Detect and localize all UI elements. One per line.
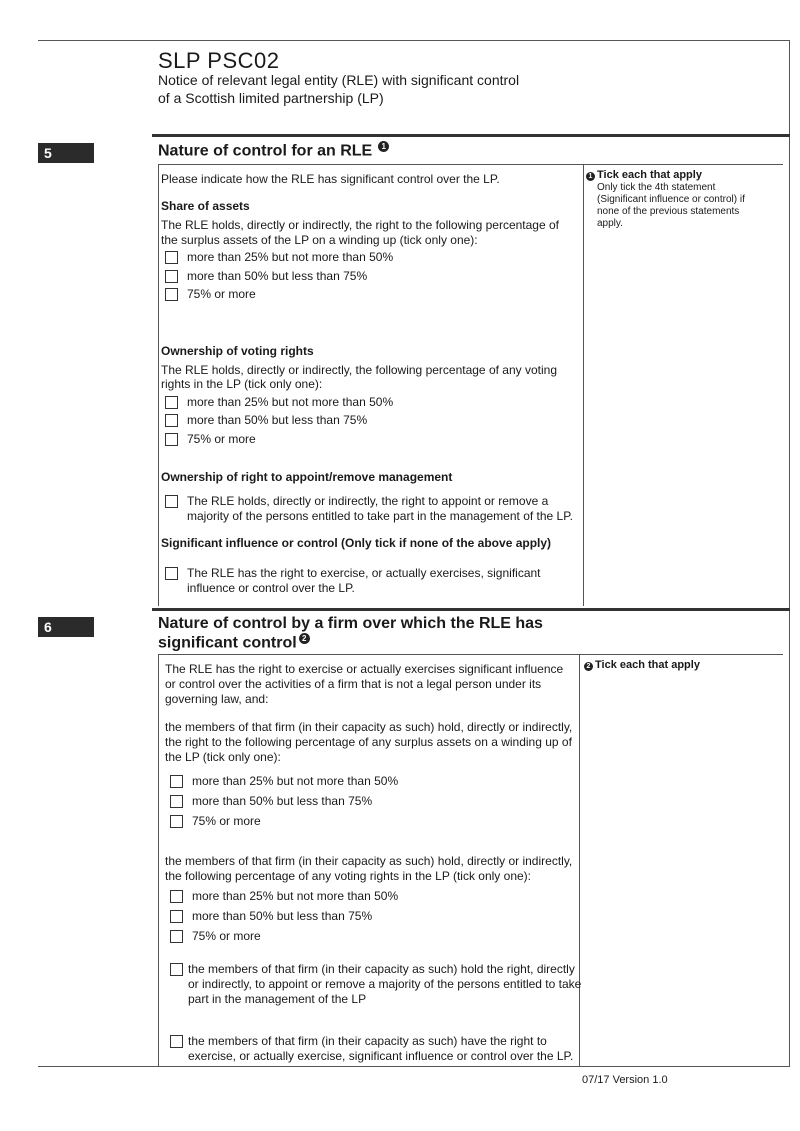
section5-note-rule <box>583 164 783 165</box>
firm-influence-checkbox[interactable] <box>170 1035 183 1048</box>
section5-panel-right <box>583 164 584 606</box>
section6-panel-top <box>158 654 583 655</box>
top-rule <box>38 40 790 41</box>
section6-panel-left <box>158 654 159 1066</box>
section6-intro-2: or control over the activities of a firm that is not a legal person under its <box>165 677 542 691</box>
section5-panel-top <box>158 164 583 165</box>
appoint-remove-option[interactable] <box>165 494 573 524</box>
assets-25-50-checkbox[interactable] <box>165 251 178 264</box>
section6-title-line1: Nature of control by a firm over which the RLE has <box>158 615 543 632</box>
firm-voting-text-1: the members of that firm (in their capacity as such) hold, directly or indirectly, <box>165 854 573 868</box>
option-label: the members of that firm (in their capacity as such) have the right to exercise, or actually exercise, significant influence or control over the LP. <box>188 1034 574 1063</box>
section6-intro-1: The RLE has the right to exercise or actually exercises significant influence <box>165 662 564 676</box>
section6-intro-3: governing law, and: <box>165 692 269 706</box>
option-label: more than 25% but not more than 50% <box>187 395 394 409</box>
option-label: more than 50% but less than 75% <box>187 269 368 283</box>
assets-option-75[interactable] <box>165 287 256 302</box>
voting-50-75-checkbox[interactable] <box>165 414 178 427</box>
significant-influence-option[interactable] <box>165 566 541 596</box>
option-label: more than 50% but less than 75% <box>187 413 368 427</box>
section5-title <box>158 141 389 160</box>
firm-assets-25-50-checkbox[interactable] <box>170 775 183 788</box>
voting-rights-text-1: The RLE holds, directly or indirectly, the following percentage of any voting <box>161 363 557 377</box>
significant-influence-checkbox[interactable] <box>165 567 178 580</box>
firm-voting-option-75[interactable] <box>170 929 261 944</box>
section6-title-line2: significant control 2 <box>158 633 310 652</box>
voting-option-50-75[interactable] <box>165 413 367 428</box>
appoint-remove-checkbox[interactable] <box>165 495 178 508</box>
voting-option-25-50[interactable] <box>165 395 393 410</box>
option-label: 75% or more <box>187 287 256 301</box>
firm-assets-option-50-75[interactable] <box>170 794 372 809</box>
option-label: more than 50% but less than 75% <box>192 794 373 808</box>
firm-assets-option-25-50[interactable] <box>170 774 398 789</box>
option-label: more than 50% but less than 75% <box>192 909 373 923</box>
firm-assets-option-75[interactable] <box>170 814 261 829</box>
share-of-assets-text-1: The RLE holds, directly or indirectly, the right to the following percentage of <box>161 218 559 232</box>
section5-badge: 5 <box>38 143 94 163</box>
firm-voting-text-2: the following percentage of any voting rights in the LP (tick only one): <box>165 869 531 883</box>
section5-note-title: 1 Tick each that apply <box>586 169 702 182</box>
section5-note-body: Only tick the 4th statement (Significant influence or control) if none of the previous statements apply. <box>597 182 745 229</box>
firm-voting-option-25-50[interactable] <box>170 889 398 904</box>
assets-option-50-75[interactable] <box>165 269 367 284</box>
firm-appoint-checkbox[interactable] <box>170 963 183 976</box>
option-label: 75% or more <box>192 814 261 828</box>
section6-note-rule <box>579 654 783 655</box>
firm-assets-text-2: the right to the following percentage of any surplus assets on a winding up of <box>165 735 572 749</box>
option-label: more than 25% but not more than 50% <box>192 889 399 903</box>
form-code: SLP PSC02 <box>158 48 280 73</box>
firm-appoint-option[interactable] <box>170 962 581 1007</box>
bottom-rule <box>38 1066 790 1067</box>
share-of-assets-text-2: the surplus assets of the LP on a winding up (tick only one): <box>161 233 478 247</box>
option-label: The RLE has the right to exercise, or actually exercises, significant influence or control over the LP. <box>187 566 541 595</box>
assets-75-checkbox[interactable] <box>165 288 178 301</box>
option-label: 75% or more <box>187 432 256 446</box>
firm-voting-75-checkbox[interactable] <box>170 930 183 943</box>
form-version: 07/17 Version 1.0 <box>582 1074 668 1086</box>
firm-voting-option-50-75[interactable] <box>170 909 372 924</box>
option-label: more than 25% but not more than 50% <box>192 774 399 788</box>
form-subtitle-line2: of a Scottish limited partnership (LP) <box>158 90 384 106</box>
assets-50-75-checkbox[interactable] <box>165 270 178 283</box>
section5-title-text: Nature of control for an RLE <box>158 142 373 160</box>
section6-note-title: 2 Tick each that apply <box>584 659 700 672</box>
section5-panel-left <box>158 164 159 606</box>
share-of-assets-heading: Share of assets <box>161 199 250 213</box>
section6-rule <box>152 608 790 611</box>
firm-assets-text-3: the LP (tick only one): <box>165 750 281 764</box>
section5-rule <box>152 134 790 137</box>
note-marker-1: 1 <box>586 172 595 181</box>
firm-assets-75-checkbox[interactable] <box>170 815 183 828</box>
section5-intro: Please indicate how the RLE has significant control over the LP. <box>161 172 500 186</box>
firm-voting-50-75-checkbox[interactable] <box>170 910 183 923</box>
voting-rights-heading: Ownership of voting rights <box>161 344 314 358</box>
note-marker-2: 2 <box>584 662 593 671</box>
option-label: more than 25% but not more than 50% <box>187 250 394 264</box>
section6-badge: 6 <box>38 617 94 637</box>
note-marker-2: 2 <box>299 633 310 644</box>
voting-75-checkbox[interactable] <box>165 433 178 446</box>
option-label: The RLE holds, directly or indirectly, the right to appoint or remove a majority of the persons entitled to take part in the management of the LP. <box>187 494 574 523</box>
right-border <box>789 40 790 1066</box>
firm-influence-option[interactable] <box>170 1034 573 1064</box>
option-label: the members of that firm (in their capacity as such) hold the right, directly or indirectly, to appoint or remove a majority of the persons entitled to take part in the management of the LP <box>188 962 582 1006</box>
firm-voting-25-50-checkbox[interactable] <box>170 890 183 903</box>
significant-influence-heading: Significant influence or control (Only tick if none of the above apply) <box>161 536 552 550</box>
firm-assets-text-1: the members of that firm (in their capacity as such) hold, directly or indirectly, <box>165 720 573 734</box>
firm-assets-50-75-checkbox[interactable] <box>170 795 183 808</box>
voting-rights-text-2: rights in the LP (tick only one): <box>161 377 323 391</box>
assets-option-25-50[interactable] <box>165 250 393 265</box>
voting-option-75[interactable] <box>165 432 256 447</box>
appoint-remove-heading: Ownership of right to appoint/remove management <box>161 470 453 484</box>
option-label: 75% or more <box>192 929 261 943</box>
voting-25-50-checkbox[interactable] <box>165 396 178 409</box>
form-subtitle-line1: Notice of relevant legal entity (RLE) with significant control <box>158 72 520 88</box>
note-marker-1: 1 <box>378 141 389 152</box>
